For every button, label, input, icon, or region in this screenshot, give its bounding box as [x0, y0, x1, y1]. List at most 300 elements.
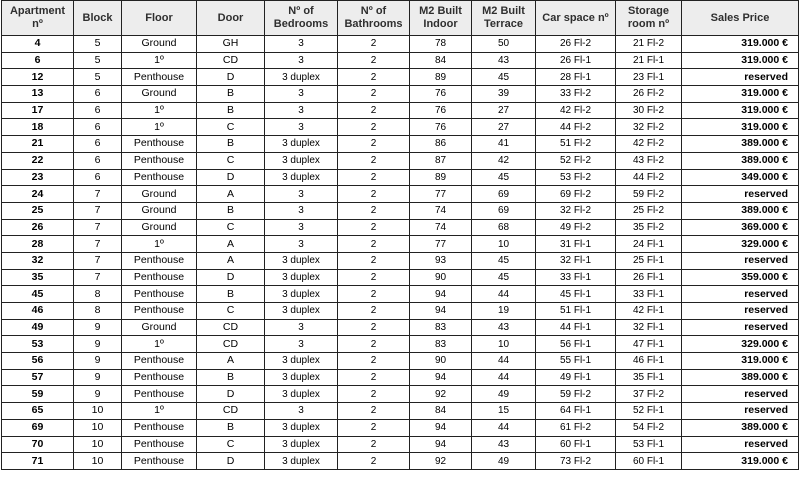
column-header-text: Nº of [288, 5, 314, 17]
cell-bathrooms: 2 [338, 219, 410, 236]
cell-apartment-no: 65 [2, 403, 74, 420]
cell-door: C [197, 303, 265, 320]
cell-car-space: 26 Fl-2 [536, 36, 616, 53]
cell-floor: Penthouse [122, 152, 197, 169]
cell-sales-price: 329.000 € [682, 336, 799, 353]
cell-bathrooms: 2 [338, 69, 410, 86]
cell-m2-indoor: 89 [410, 69, 472, 86]
cell-bathrooms: 2 [338, 252, 410, 269]
cell-bedrooms: 3 [265, 236, 338, 253]
cell-bedrooms: 3 duplex [265, 69, 338, 86]
cell-storage-room: 59 Fl-2 [616, 186, 682, 203]
cell-m2-terrace: 10 [472, 336, 536, 353]
cell-m2-indoor: 90 [410, 269, 472, 286]
cell-bedrooms: 3 duplex [265, 269, 338, 286]
cell-door: C [197, 152, 265, 169]
cell-floor: Ground [122, 36, 197, 53]
cell-bedrooms: 3 duplex [265, 169, 338, 186]
cell-storage-room: 25 Fl-2 [616, 202, 682, 219]
cell-bedrooms: 3 [265, 319, 338, 336]
cell-m2-terrace: 45 [472, 169, 536, 186]
cell-bathrooms: 2 [338, 86, 410, 103]
cell-sales-price: 389.000 € [682, 369, 799, 386]
cell-apartment-no: 12 [2, 69, 74, 86]
cell-floor: 1º [122, 403, 197, 420]
cell-bathrooms: 2 [338, 269, 410, 286]
cell-m2-indoor: 93 [410, 252, 472, 269]
cell-bathrooms: 2 [338, 169, 410, 186]
cell-block: 6 [74, 169, 122, 186]
table-row [2, 353, 799, 370]
apartments-table [1, 0, 799, 470]
table-row [2, 86, 799, 103]
column-header-text: Bathrooms [344, 18, 403, 30]
cell-m2-terrace: 43 [472, 436, 536, 453]
cell-m2-indoor: 77 [410, 236, 472, 253]
cell-m2-terrace: 45 [472, 269, 536, 286]
column-header-text: Floor [145, 11, 173, 24]
cell-sales-price: reserved [682, 436, 799, 453]
cell-storage-room: 35 Fl-1 [616, 369, 682, 386]
column-header-text: nº [32, 18, 43, 30]
cell-door: B [197, 136, 265, 153]
table-row [2, 436, 799, 453]
cell-floor: Penthouse [122, 269, 197, 286]
cell-sales-price: 319.000 € [682, 36, 799, 53]
cell-car-space: 64 Fl-1 [536, 403, 616, 420]
cell-storage-room: 42 Fl-1 [616, 303, 682, 320]
cell-sales-price: reserved [682, 386, 799, 403]
cell-apartment-no: 4 [2, 36, 74, 53]
cell-apartment-no: 25 [2, 202, 74, 219]
cell-apartment-no: 53 [2, 336, 74, 353]
cell-block: 8 [74, 303, 122, 320]
cell-apartment-no: 59 [2, 386, 74, 403]
cell-m2-indoor: 90 [410, 353, 472, 370]
cell-door: A [197, 186, 265, 203]
cell-block: 5 [74, 52, 122, 69]
column-header-car-space [536, 1, 616, 36]
cell-sales-price: reserved [682, 319, 799, 336]
cell-sales-price: reserved [682, 69, 799, 86]
cell-door: CD [197, 336, 265, 353]
cell-car-space: 32 Fl-2 [536, 202, 616, 219]
cell-floor: Penthouse [122, 419, 197, 436]
cell-storage-room: 42 Fl-2 [616, 136, 682, 153]
cell-sales-price: 389.000 € [682, 136, 799, 153]
cell-bedrooms: 3 [265, 36, 338, 53]
cell-sales-price: 389.000 € [682, 202, 799, 219]
cell-storage-room: 24 Fl-1 [616, 236, 682, 253]
cell-bedrooms: 3 [265, 202, 338, 219]
cell-m2-terrace: 44 [472, 353, 536, 370]
cell-car-space: 53 Fl-2 [536, 169, 616, 186]
cell-bathrooms: 2 [338, 286, 410, 303]
cell-m2-terrace: 68 [472, 219, 536, 236]
cell-m2-indoor: 74 [410, 219, 472, 236]
cell-floor: Penthouse [122, 69, 197, 86]
cell-floor: Penthouse [122, 136, 197, 153]
table-header [2, 1, 799, 36]
cell-storage-room: 26 Fl-1 [616, 269, 682, 286]
cell-m2-indoor: 94 [410, 303, 472, 320]
table-row [2, 369, 799, 386]
table-body [2, 36, 799, 470]
cell-block: 9 [74, 319, 122, 336]
cell-door: D [197, 169, 265, 186]
cell-m2-indoor: 84 [410, 52, 472, 69]
cell-floor: Penthouse [122, 169, 197, 186]
cell-apartment-no: 6 [2, 52, 74, 69]
cell-floor: Ground [122, 202, 197, 219]
cell-door: D [197, 386, 265, 403]
cell-apartment-no: 21 [2, 136, 74, 153]
cell-m2-terrace: 39 [472, 86, 536, 103]
column-header-sales-price [682, 1, 799, 36]
cell-bedrooms: 3 [265, 52, 338, 69]
cell-block: 10 [74, 453, 122, 470]
cell-bedrooms: 3 duplex [265, 386, 338, 403]
cell-m2-terrace: 10 [472, 236, 536, 253]
header-row [2, 1, 799, 36]
cell-car-space: 52 Fl-2 [536, 152, 616, 169]
cell-bedrooms: 3 duplex [265, 286, 338, 303]
cell-bedrooms: 3 [265, 336, 338, 353]
cell-door: CD [197, 52, 265, 69]
cell-sales-price: reserved [682, 252, 799, 269]
cell-storage-room: 53 Fl-1 [616, 436, 682, 453]
cell-door: B [197, 419, 265, 436]
cell-bathrooms: 2 [338, 52, 410, 69]
cell-storage-room: 43 Fl-2 [616, 152, 682, 169]
cell-storage-room: 35 Fl-2 [616, 219, 682, 236]
table-row [2, 286, 799, 303]
cell-sales-price: 349.000 € [682, 169, 799, 186]
cell-door: D [197, 453, 265, 470]
cell-car-space: 56 Fl-1 [536, 336, 616, 353]
table-row [2, 119, 799, 136]
cell-storage-room: 33 Fl-1 [616, 286, 682, 303]
cell-floor: Ground [122, 219, 197, 236]
cell-sales-price: 389.000 € [682, 152, 799, 169]
cell-m2-indoor: 76 [410, 86, 472, 103]
cell-block: 5 [74, 36, 122, 53]
cell-bathrooms: 2 [338, 419, 410, 436]
cell-m2-indoor: 77 [410, 186, 472, 203]
cell-floor: 1º [122, 102, 197, 119]
cell-bedrooms: 3 duplex [265, 353, 338, 370]
cell-floor: Penthouse [122, 252, 197, 269]
cell-car-space: 55 Fl-1 [536, 353, 616, 370]
cell-m2-indoor: 94 [410, 419, 472, 436]
cell-m2-indoor: 89 [410, 169, 472, 186]
cell-sales-price: 369.000 € [682, 219, 799, 236]
cell-car-space: 32 Fl-1 [536, 252, 616, 269]
cell-m2-indoor: 83 [410, 319, 472, 336]
cell-m2-indoor: 92 [410, 386, 472, 403]
cell-sales-price: 319.000 € [682, 119, 799, 136]
cell-car-space: 69 Fl-2 [536, 186, 616, 203]
cell-storage-room: 52 Fl-1 [616, 403, 682, 420]
cell-apartment-no: 18 [2, 119, 74, 136]
cell-m2-terrace: 44 [472, 419, 536, 436]
cell-car-space: 44 Fl-2 [536, 119, 616, 136]
cell-apartment-no: 13 [2, 86, 74, 103]
cell-door: GH [197, 36, 265, 53]
table-row [2, 319, 799, 336]
column-header-text: Apartment [9, 5, 65, 17]
cell-apartment-no: 46 [2, 303, 74, 320]
cell-block: 6 [74, 102, 122, 119]
cell-floor: 1º [122, 336, 197, 353]
column-header-m2-indoor [410, 1, 472, 36]
table-row [2, 186, 799, 203]
cell-m2-terrace: 45 [472, 69, 536, 86]
cell-apartment-no: 56 [2, 353, 74, 370]
cell-apartment-no: 26 [2, 219, 74, 236]
cell-car-space: 51 Fl-1 [536, 303, 616, 320]
cell-floor: Penthouse [122, 436, 197, 453]
column-header-apartment-no [2, 1, 74, 36]
cell-door: A [197, 353, 265, 370]
cell-block: 9 [74, 336, 122, 353]
table-row [2, 102, 799, 119]
cell-bathrooms: 2 [338, 353, 410, 370]
cell-car-space: 33 Fl-1 [536, 269, 616, 286]
column-header-text: Door [217, 11, 244, 24]
table-row [2, 52, 799, 69]
cell-storage-room: 37 Fl-2 [616, 386, 682, 403]
cell-bathrooms: 2 [338, 136, 410, 153]
cell-storage-room: 21 Fl-1 [616, 52, 682, 69]
cell-car-space: 28 Fl-1 [536, 69, 616, 86]
cell-car-space: 61 Fl-2 [536, 419, 616, 436]
column-header-storage-room [616, 1, 682, 36]
cell-bedrooms: 3 [265, 86, 338, 103]
cell-car-space: 51 Fl-2 [536, 136, 616, 153]
column-header-text: M2 Built [482, 5, 525, 17]
cell-bedrooms: 3 [265, 102, 338, 119]
cell-sales-price: 319.000 € [682, 102, 799, 119]
cell-storage-room: 26 Fl-2 [616, 86, 682, 103]
cell-storage-room: 30 Fl-2 [616, 102, 682, 119]
cell-storage-room: 32 Fl-2 [616, 119, 682, 136]
cell-block: 10 [74, 419, 122, 436]
table-row [2, 269, 799, 286]
cell-apartment-no: 57 [2, 369, 74, 386]
cell-m2-indoor: 94 [410, 436, 472, 453]
table-row [2, 336, 799, 353]
cell-door: B [197, 202, 265, 219]
cell-door: B [197, 86, 265, 103]
cell-bedrooms: 3 duplex [265, 436, 338, 453]
cell-sales-price: 319.000 € [682, 52, 799, 69]
cell-door: C [197, 219, 265, 236]
cell-bathrooms: 2 [338, 303, 410, 320]
cell-block: 6 [74, 86, 122, 103]
cell-apartment-no: 28 [2, 236, 74, 253]
cell-floor: Penthouse [122, 369, 197, 386]
cell-car-space: 45 Fl-1 [536, 286, 616, 303]
cell-car-space: 33 Fl-2 [536, 86, 616, 103]
cell-storage-room: 32 Fl-1 [616, 319, 682, 336]
table-row [2, 202, 799, 219]
cell-apartment-no: 35 [2, 269, 74, 286]
cell-car-space: 31 Fl-1 [536, 236, 616, 253]
cell-bedrooms: 3 duplex [265, 369, 338, 386]
cell-sales-price: 359.000 € [682, 269, 799, 286]
cell-apartment-no: 24 [2, 186, 74, 203]
cell-door: B [197, 102, 265, 119]
cell-sales-price: 329.000 € [682, 236, 799, 253]
column-header-text: Storage [628, 5, 669, 17]
cell-m2-terrace: 19 [472, 303, 536, 320]
cell-m2-indoor: 83 [410, 336, 472, 353]
cell-bathrooms: 2 [338, 453, 410, 470]
cell-door: D [197, 69, 265, 86]
column-header-bedrooms [265, 1, 338, 36]
cell-m2-terrace: 27 [472, 119, 536, 136]
cell-bathrooms: 2 [338, 436, 410, 453]
cell-storage-room: 47 Fl-1 [616, 336, 682, 353]
cell-bedrooms: 3 [265, 403, 338, 420]
cell-m2-indoor: 76 [410, 119, 472, 136]
column-header-block [74, 1, 122, 36]
cell-block: 5 [74, 69, 122, 86]
cell-bedrooms: 3 duplex [265, 252, 338, 269]
cell-floor: Penthouse [122, 386, 197, 403]
cell-bathrooms: 2 [338, 403, 410, 420]
cell-m2-terrace: 42 [472, 152, 536, 169]
cell-bathrooms: 2 [338, 369, 410, 386]
cell-floor: 1º [122, 119, 197, 136]
cell-bedrooms: 3 [265, 119, 338, 136]
cell-block: 7 [74, 252, 122, 269]
cell-block: 7 [74, 236, 122, 253]
cell-block: 7 [74, 219, 122, 236]
cell-sales-price: reserved [682, 403, 799, 420]
cell-m2-terrace: 43 [472, 319, 536, 336]
table-row [2, 252, 799, 269]
cell-bathrooms: 2 [338, 236, 410, 253]
cell-floor: Penthouse [122, 303, 197, 320]
cell-storage-room: 21 Fl-2 [616, 36, 682, 53]
cell-storage-room: 46 Fl-1 [616, 353, 682, 370]
cell-m2-indoor: 86 [410, 136, 472, 153]
cell-m2-indoor: 87 [410, 152, 472, 169]
cell-sales-price: 319.000 € [682, 86, 799, 103]
column-header-text: Block [82, 11, 113, 24]
table-row [2, 236, 799, 253]
cell-bathrooms: 2 [338, 336, 410, 353]
cell-storage-room: 54 Fl-2 [616, 419, 682, 436]
table-row [2, 386, 799, 403]
cell-bedrooms: 3 duplex [265, 419, 338, 436]
cell-m2-terrace: 43 [472, 52, 536, 69]
cell-sales-price: 319.000 € [682, 353, 799, 370]
table-row [2, 36, 799, 53]
cell-block: 7 [74, 186, 122, 203]
cell-floor: Ground [122, 186, 197, 203]
cell-apartment-no: 45 [2, 286, 74, 303]
cell-bedrooms: 3 [265, 219, 338, 236]
cell-m2-terrace: 50 [472, 36, 536, 53]
cell-bathrooms: 2 [338, 186, 410, 203]
column-header-text: Nº of [360, 5, 387, 17]
cell-block: 9 [74, 369, 122, 386]
cell-door: CD [197, 319, 265, 336]
cell-bathrooms: 2 [338, 152, 410, 169]
cell-sales-price: 319.000 € [682, 453, 799, 470]
cell-sales-price: 389.000 € [682, 419, 799, 436]
cell-m2-terrace: 69 [472, 186, 536, 203]
table-row [2, 303, 799, 320]
cell-block: 6 [74, 119, 122, 136]
cell-car-space: 44 Fl-1 [536, 319, 616, 336]
column-header-floor [122, 1, 197, 36]
cell-car-space: 59 Fl-2 [536, 386, 616, 403]
cell-m2-indoor: 92 [410, 453, 472, 470]
table-row [2, 169, 799, 186]
cell-bedrooms: 3 [265, 186, 338, 203]
column-header-text: Bedrooms [273, 18, 329, 30]
column-header-text: Car space nº [542, 11, 609, 24]
table-row [2, 419, 799, 436]
column-header-bathrooms [338, 1, 410, 36]
cell-block: 10 [74, 436, 122, 453]
column-header-door [197, 1, 265, 36]
table-row [2, 152, 799, 169]
column-header-text: Terrace [484, 18, 523, 30]
cell-car-space: 60 Fl-1 [536, 436, 616, 453]
cell-apartment-no: 23 [2, 169, 74, 186]
table-row [2, 69, 799, 86]
cell-door: B [197, 369, 265, 386]
cell-floor: Penthouse [122, 453, 197, 470]
cell-apartment-no: 32 [2, 252, 74, 269]
cell-sales-price: reserved [682, 286, 799, 303]
cell-storage-room: 23 Fl-1 [616, 69, 682, 86]
cell-door: C [197, 436, 265, 453]
cell-bathrooms: 2 [338, 386, 410, 403]
table-row [2, 219, 799, 236]
cell-car-space: 26 Fl-1 [536, 52, 616, 69]
cell-bedrooms: 3 duplex [265, 453, 338, 470]
cell-m2-terrace: 41 [472, 136, 536, 153]
cell-m2-terrace: 49 [472, 386, 536, 403]
cell-bathrooms: 2 [338, 102, 410, 119]
cell-storage-room: 60 Fl-1 [616, 453, 682, 470]
cell-m2-terrace: 27 [472, 102, 536, 119]
cell-block: 8 [74, 286, 122, 303]
cell-block: 7 [74, 202, 122, 219]
cell-car-space: 73 Fl-2 [536, 453, 616, 470]
cell-floor: Ground [122, 319, 197, 336]
cell-door: B [197, 286, 265, 303]
cell-car-space: 49 Fl-1 [536, 369, 616, 386]
cell-apartment-no: 70 [2, 436, 74, 453]
cell-apartment-no: 69 [2, 419, 74, 436]
cell-sales-price: reserved [682, 186, 799, 203]
cell-apartment-no: 22 [2, 152, 74, 169]
table-row [2, 136, 799, 153]
cell-m2-indoor: 84 [410, 403, 472, 420]
cell-bedrooms: 3 duplex [265, 303, 338, 320]
cell-bathrooms: 2 [338, 119, 410, 136]
cell-bathrooms: 2 [338, 319, 410, 336]
cell-apartment-no: 17 [2, 102, 74, 119]
cell-door: CD [197, 403, 265, 420]
